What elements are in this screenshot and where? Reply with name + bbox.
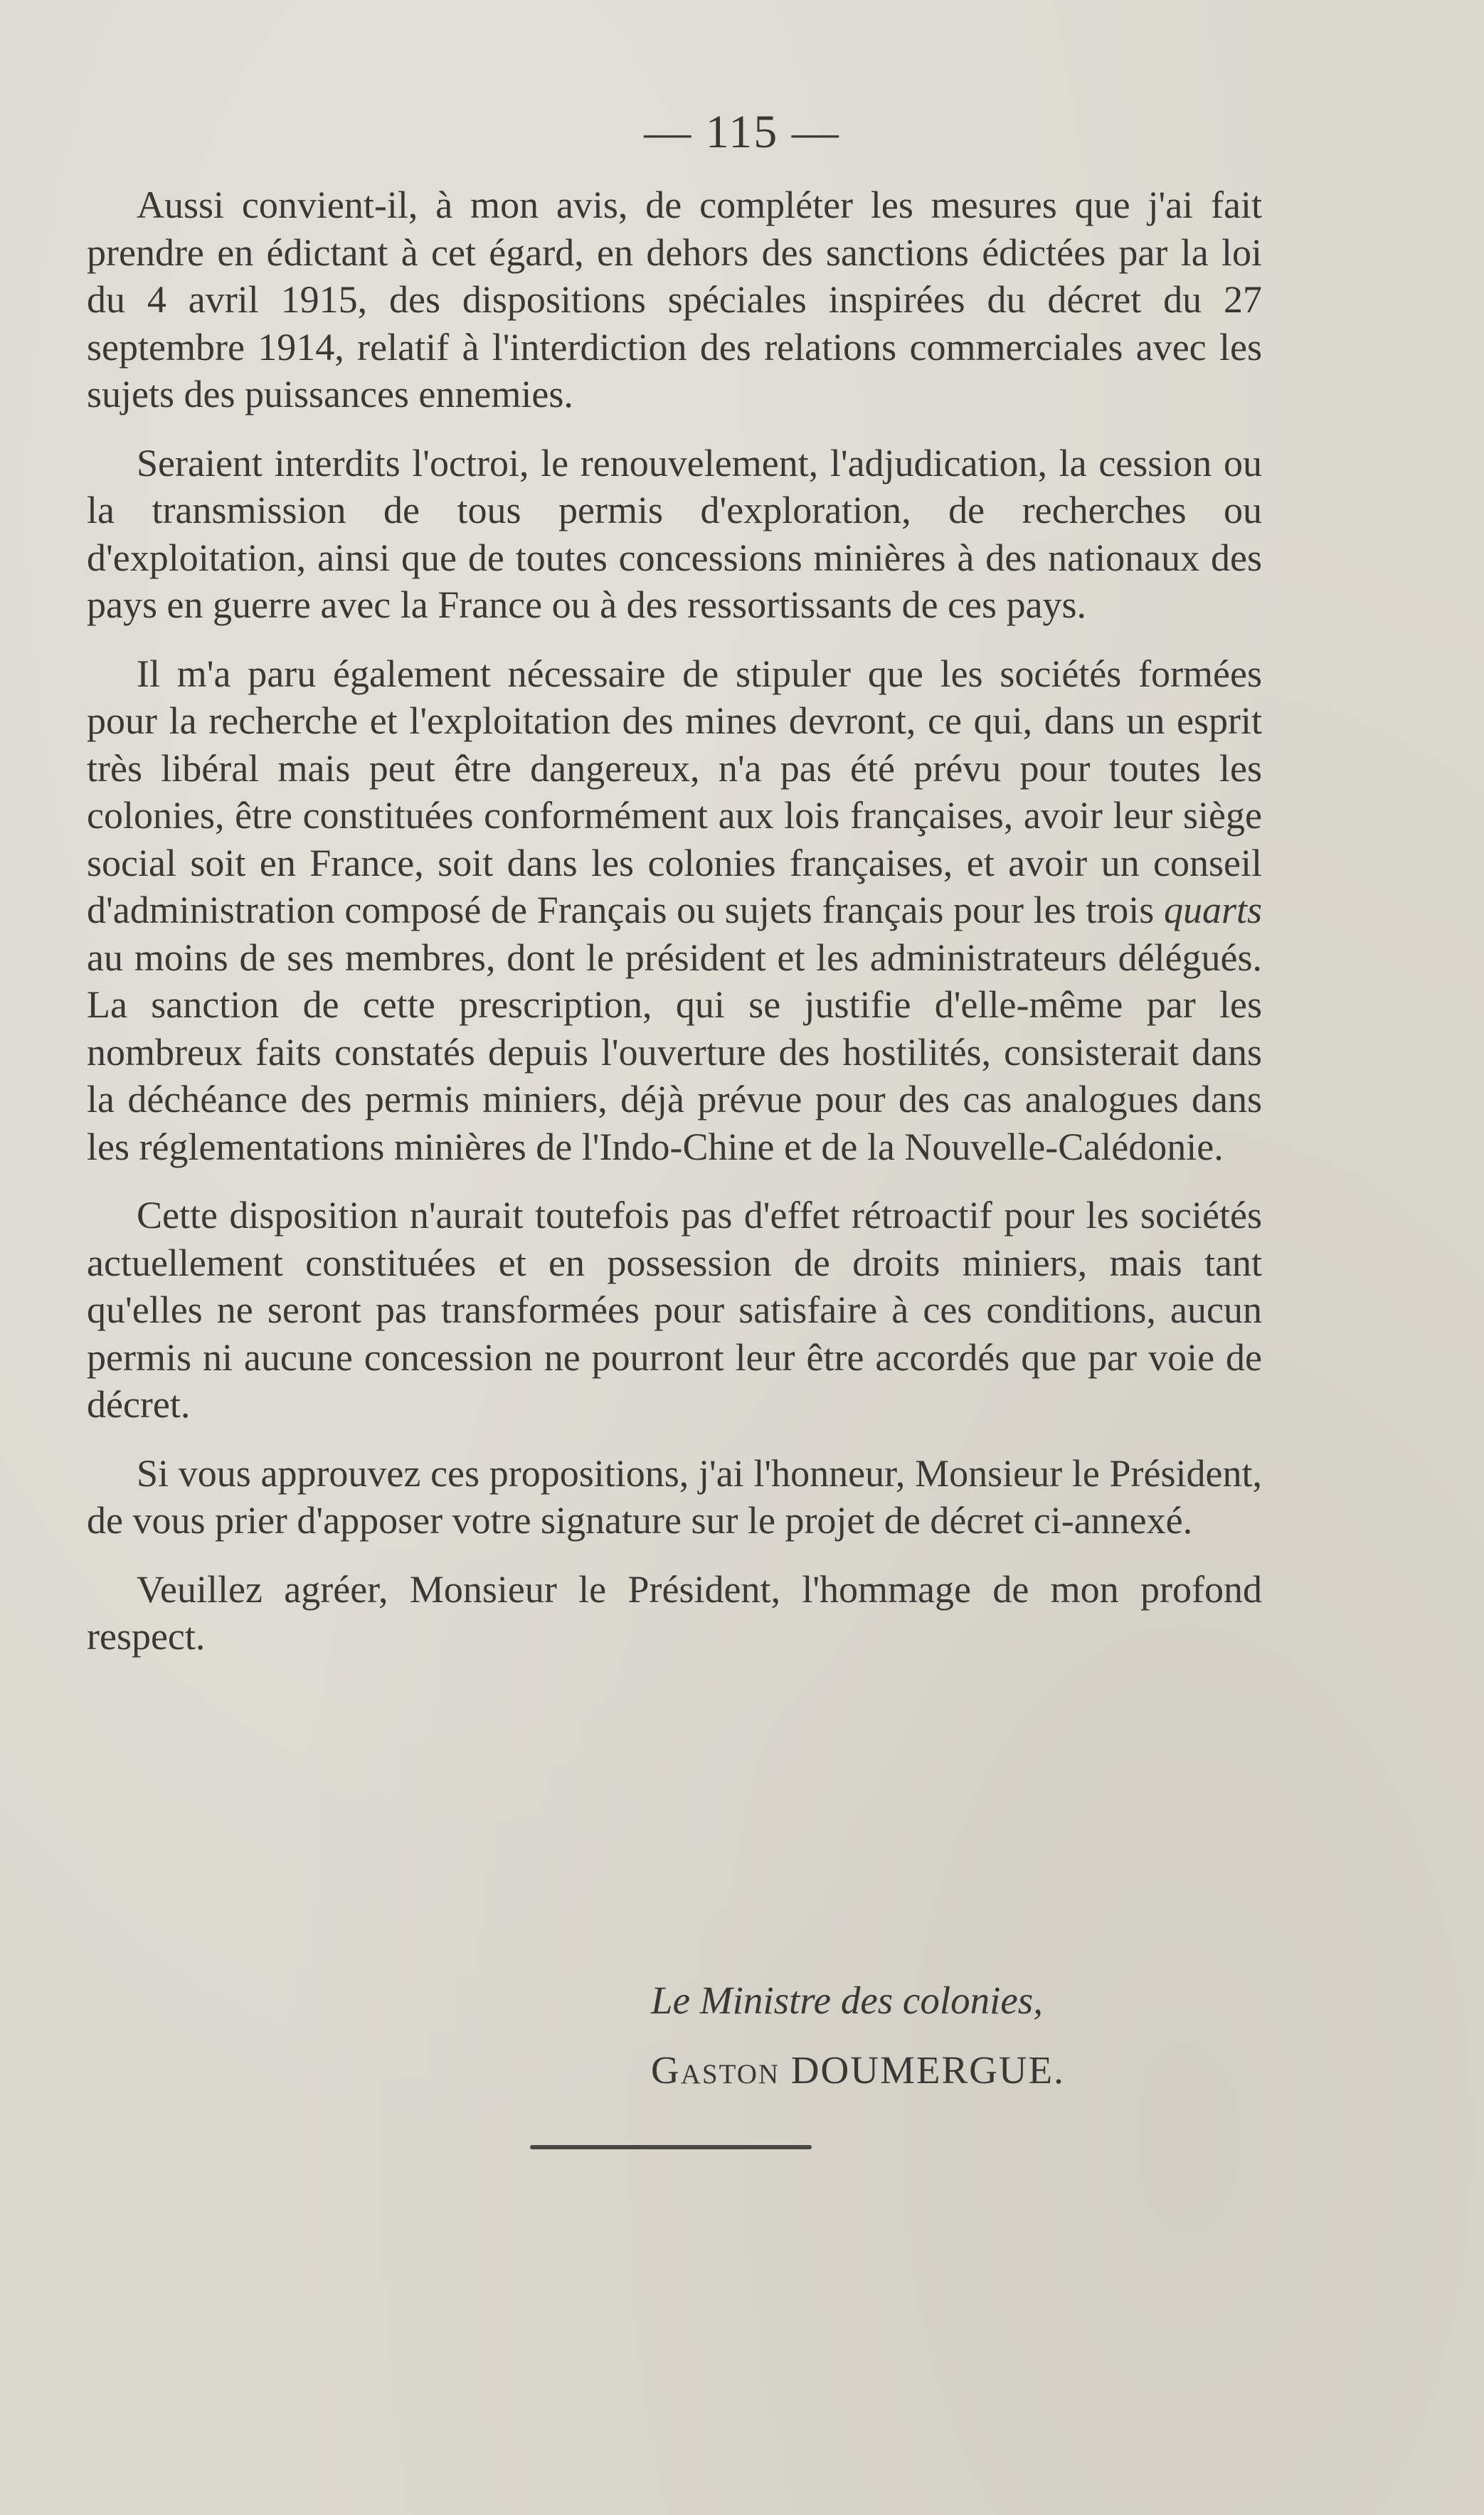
paragraph-3	[87, 650, 1262, 1171]
paragraph-3-end: au moins de ses membres, dont le président et les administrateurs délégués. La sanction de cette prescription, qui se justifie d'elle-même par les nombreux faits constatés depuis l'ouverture des hostilités, consisterait dans la déchéance des permis miniers, déjà prévue pour des cas analogues dans les réglementations minières de l'Indo-Chine et de la Nouvelle-Calédonie.	[87, 936, 1262, 1168]
signature-last-name: DOUMERGUE.	[790, 2048, 1065, 2092]
paragraph-3-italic-word: quarts	[1163, 889, 1262, 931]
paragraph-6: Veuillez agréer, Monsieur le Président, l'hommage de mon profond respect.	[87, 1567, 1262, 1658]
paragraph-4: Cette disposition n'aurait toutefois pas d'effet rétroactif pour les sociétés actuellement constituées et en possession de droits miniers, mais tant qu'elles ne seront pas transformées pour satisfaire à ces conditions, aucun permis ni aucune concession ne pourront leur être accordés que par voie de décret.	[87, 1194, 1262, 1426]
signature-first-name: Gaston	[651, 2048, 780, 2092]
page-number: — 115 —	[644, 106, 840, 158]
signature-title: Le Ministre des colonies,	[651, 1979, 1043, 2022]
paragraph-3-start: Il m'a paru également nécessaire de stipuler que les sociétés formées pour la recherche et l'exploitation des mines devront, ce qui, dans un esprit très libéral mais peut être dangereux, n'a pas été prévu pour toutes les colonies, être constituées conformément aux lois françaises, avoir leur siège social soit en France, soit dans les colonies françaises, et avoir un conseil d'administration composé de Français ou sujets français pour les trois	[87, 652, 1262, 931]
body-text	[87, 181, 1262, 1661]
paragraph-5: Si vous approuvez ces propositions, j'ai l'honneur, Monsieur le Président, de vous prier d'apposer votre signature sur le projet de décret ci-annexé.	[87, 1451, 1262, 1542]
end-rule	[530, 2145, 812, 2149]
paragraph-2: Seraient interdits l'octroi, le renouvelement, l'adjudication, la cession ou la transmission de tous permis d'exploration, de recherches ou d'exploitation, ainsi que de toutes concessions minières à des nationaux des pays en guerre avec la France ou à des ressortissants de ces pays.	[87, 441, 1262, 626]
paragraph-1: Aussi convient-il, à mon avis, de compléter les mesures que j'ai fait prendre en édictant à cet égard, en dehors des sanctions édictées par la loi du 4 avril 1915, des dispositions spéciales inspirées du décret du 27 septembre 1914, relatif à l'interdiction des relations commerciales avec les sujets des puissances ennemies.	[87, 184, 1262, 415]
signature-name	[651, 2048, 1291, 2092]
